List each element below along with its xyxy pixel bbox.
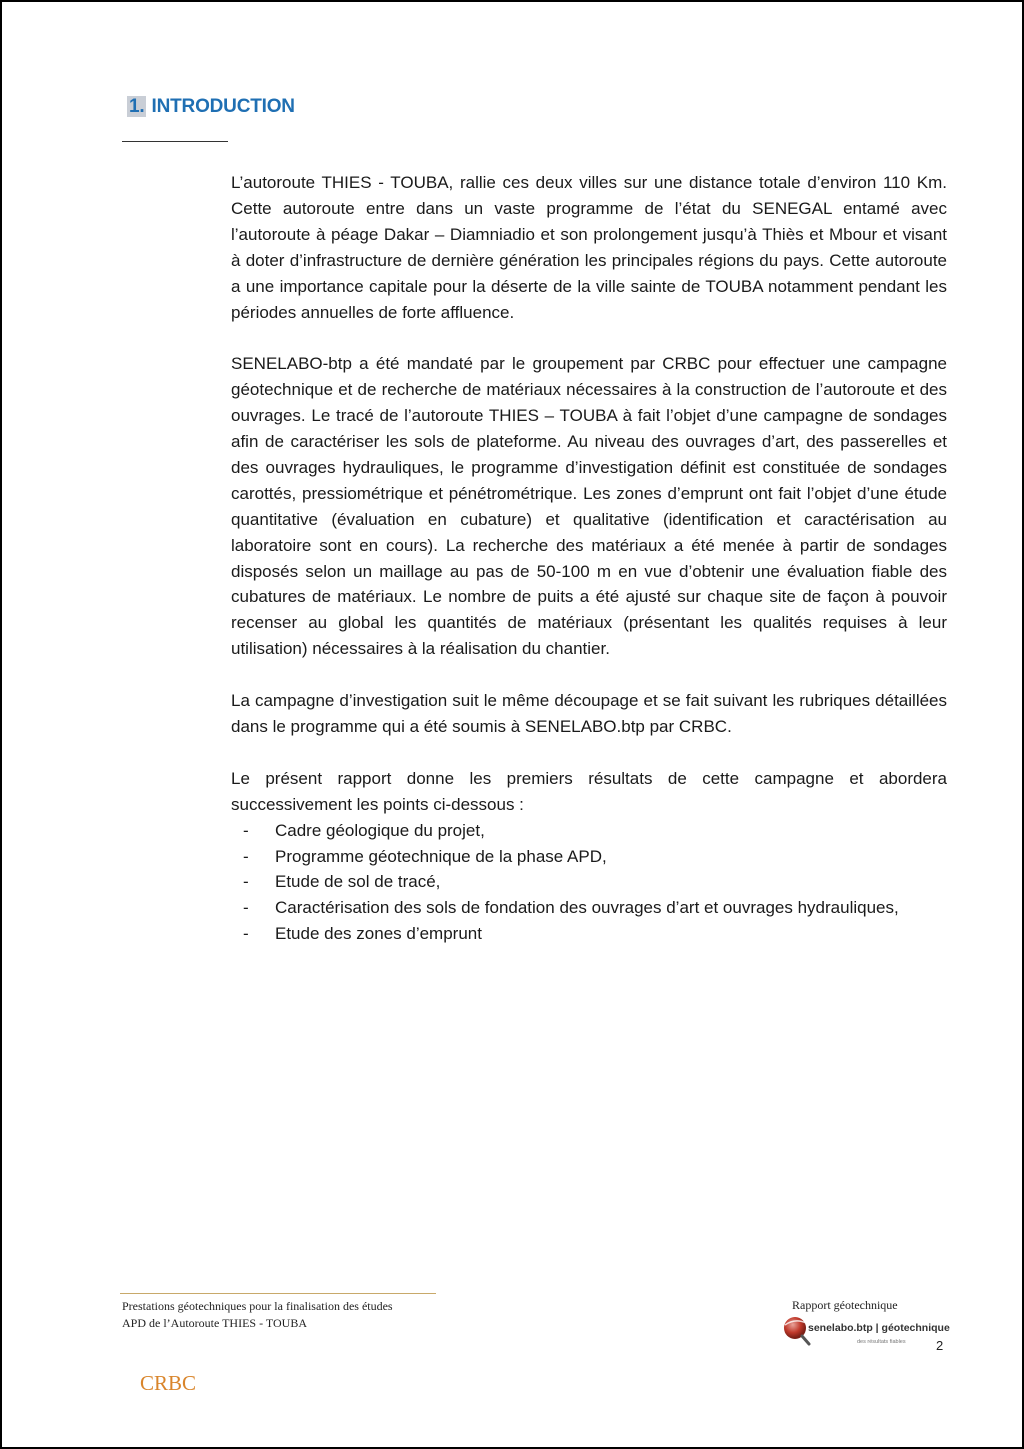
senelabo-logo xyxy=(779,1314,950,1348)
list-item-text: Etude des zones d’emprunt xyxy=(275,924,482,944)
body-text xyxy=(231,170,947,947)
footer-line-1: Prestations géotechniques pour la finalisation des études xyxy=(122,1299,393,1313)
section-title: INTRODUCTION xyxy=(151,96,295,117)
paragraph-4: Le présent rapport donne les premiers résultats de cette campagne et abordera successivement les points ci-dessous : xyxy=(231,768,947,814)
list-bullet: - xyxy=(243,820,249,840)
list-item-text: Etude de sol de tracé, xyxy=(275,872,441,892)
section-number: 1. xyxy=(129,96,145,117)
topics-list xyxy=(231,818,947,948)
footer-rule xyxy=(120,1293,436,1294)
footer-line-2: APD de l’Autoroute THIES - TOUBA xyxy=(122,1316,307,1330)
list-item xyxy=(231,818,947,844)
list-item xyxy=(231,844,947,870)
footer-report-type: Rapport géotechnique xyxy=(792,1298,898,1312)
paragraph-2: SENELABO-btp a été mandaté par le groupement par CRBC pour effectuer une campagne géotechnique et de recherche de matériaux nécessaires à la construction de l’autoroute et des ouvrages. Le tracé de l’autoroute THIES – TOUBA à fait l’objet d’une campagne de sondages afin de caractériser les sols de plateforme. Au niveau des ouvrages d’art, des passerelles et des ouvrages hydrauliques, le programme d’investigation définit est constituée de sondages carottés, pressiométrique et pénétrométrique. Les zones d’emprunt ont fait l’objet d’une étude quantitative (évaluation en cubature) et qualitative (identification et caractérisation au laboratoire sont en cours). La recherche des matériaux a été menée à partir de sondages disposés selon un maillage au pas de 50-100 m en vue d’obtenir une évaluation fiable des cubatures de matériaux. Le nombre de puits a été ajusté sur chaque site de façon à pouvoir recenser au global les quantités de matériaux (présentant les qualités requises à leur utilisation) nécessaires à la réalisation du chantier. xyxy=(231,354,947,659)
company-name: CRBC xyxy=(140,1371,197,1395)
paragraph-1: L’autoroute THIES - TOUBA, rallie ces deux villes sur une distance totale d’environ 110 Km. Cette autoroute entre dans un vaste programme de l’état du SENEGAL entamé avec l’autoroute à péage Dakar – Diamniadio et son prolongement jusqu’à Thiès et Mbour et visant à doter d’infrastructure de dernière génération les principales régions du pays. Cette autoroute a une importance capitale pour la déserte de la ville sainte de TOUBA notamment pendant les périodes annuelles de forte affluence. xyxy=(231,173,947,322)
heading-underline xyxy=(122,141,228,142)
logo-tagline: des résultats fiables xyxy=(857,1339,906,1345)
list-bullet: - xyxy=(243,846,249,866)
list-bullet: - xyxy=(243,924,249,944)
list-item xyxy=(231,921,947,947)
list-item-text: Cadre géologique du projet, xyxy=(275,820,485,840)
paragraph-3: La campagne d’investigation suit le même découpage et se fait suivant les rubriques détaillées dans le programme qui a été soumis à SENELABO.btp par CRBC. xyxy=(231,691,947,736)
logo-text: senelabo.btp | géotechnique xyxy=(808,1322,950,1334)
page-number: 2 xyxy=(936,1338,944,1353)
list-bullet: - xyxy=(243,872,249,892)
footer-document-title xyxy=(122,1298,393,1332)
list-item-text: Programme géotechnique de la phase APD, xyxy=(275,846,607,866)
list-bullet: - xyxy=(243,898,249,918)
list-item-text: Caractérisation des sols de fondation des ouvrages d’art et ouvrages hydrauliques, xyxy=(275,898,899,918)
list-item xyxy=(231,895,947,921)
section-heading xyxy=(127,96,295,118)
list-item xyxy=(231,869,947,895)
